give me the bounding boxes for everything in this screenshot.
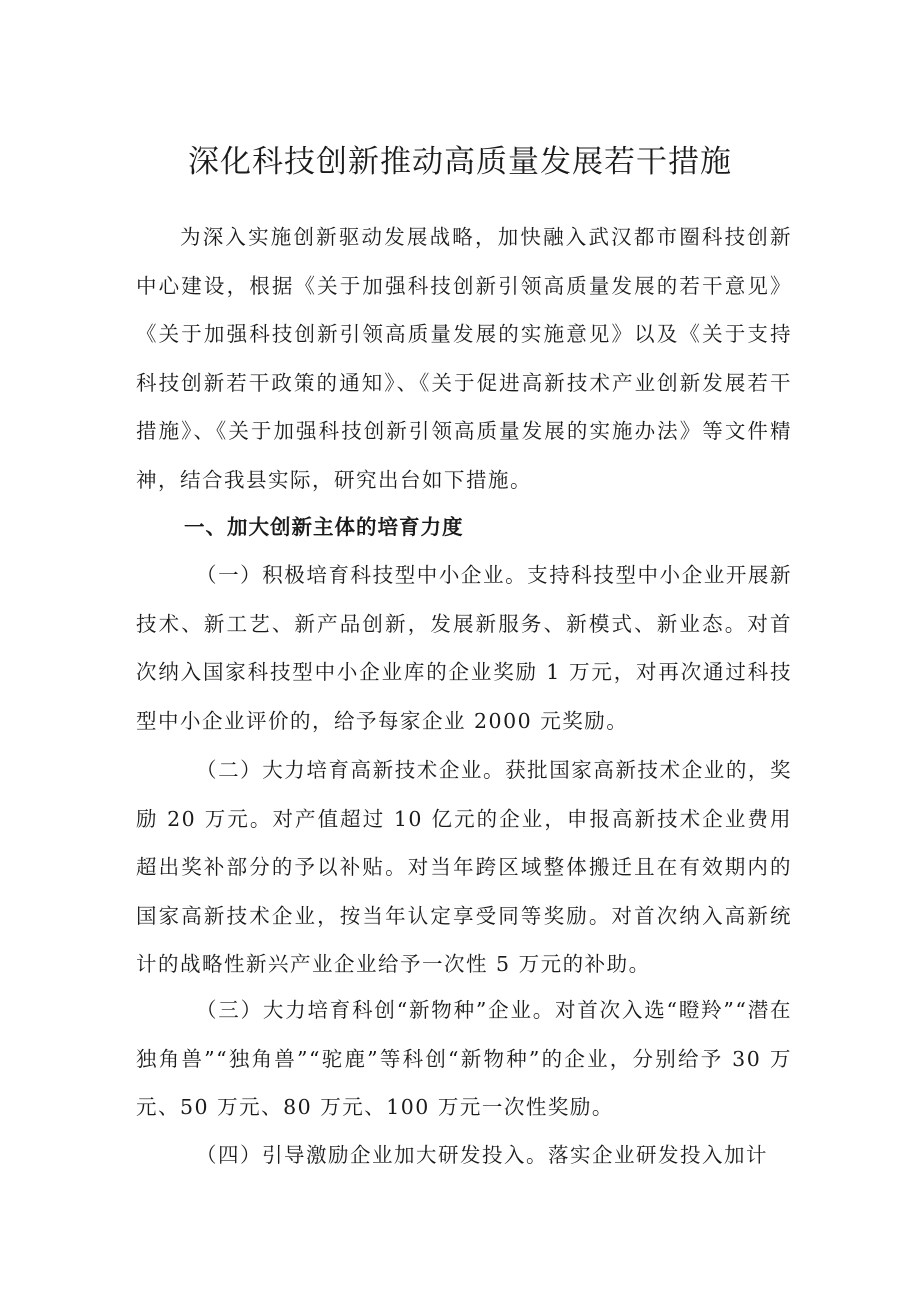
measure-paragraph-4: （四）引导激励企业加大研发投入。落实企业研发投入加计 — [196, 1143, 768, 1167]
measure-paragraph-3: （三）大力培育科创“新物种”企业。对首次入选“瞪羚”“潜在独角兽”“独角兽”“驼鹿”等科创“新物种”的企业，分别给予 30 万元、50 万元、80 万元、100 万元一次性奖励。 — [136, 998, 792, 1120]
section-heading-1: 一、加大创新主体的培育力度 — [184, 515, 464, 539]
intro-paragraph: 为深入实施创新驱动发展战略，加快融入武汉都市圈科技创新中心建设，根据《关于加强科技创新引领高质量发展的若干意见》《关于加强科技创新引领高质量发展的实施意见》以及《关于支持科技创新若干政策的通知》、《关于促进高新技术产业创新发展若干措施》、《关于加强科技创新引领高质量发展的实施办法》等文件精神，结合我县实际，研究出台如下措施。 — [136, 225, 792, 492]
document-title: 深化科技创新推动高质量发展若干措施 — [188, 144, 732, 180]
measure-paragraph-1: （一）积极培育科技型中小企业。支持科技型中小企业开展新技术、新工艺、新产品创新，发展新服务、新模式、新业态。对首次纳入国家科技型中小企业库的企业奖励 1 万元，对再次通过科技型中小企业评价的，给予每家企业 2000 元奖励。 — [136, 563, 792, 733]
measure-paragraph-2: （二）大力培育高新技术企业。获批国家高新技术企业的，奖励 20 万元。对产值超过 10 亿元的企业，申报高新技术企业费用超出奖补部分的予以补贴。对当年跨区域整体搬迁且在有效期内的国家高新技术企业，按当年认定享受同等奖励。对首次纳入高新统计的战略性新兴产业企业给予一次性 5 万元的补助。 — [136, 758, 792, 977]
